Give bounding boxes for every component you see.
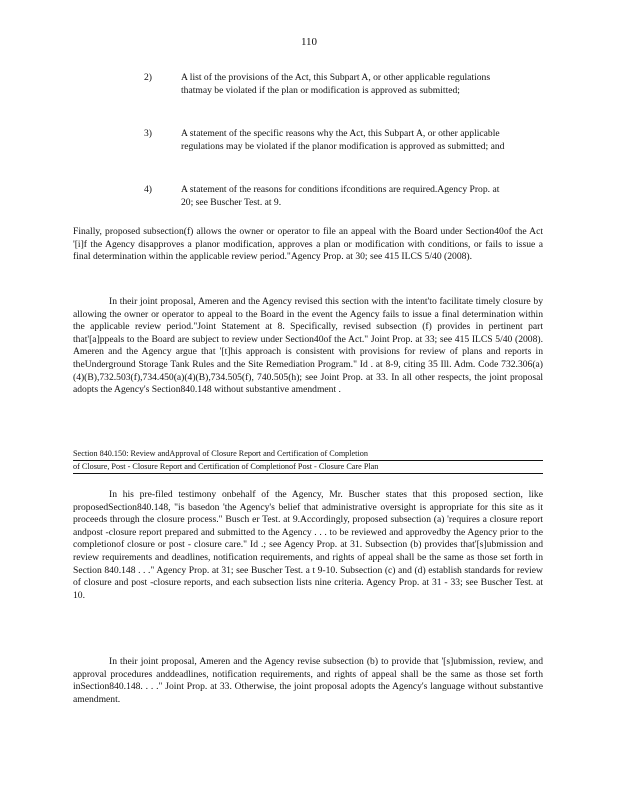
paragraph-joint-proposal-840-148: In their joint proposal, Ameren and the Agency revised this section with the intent'to facilitate timely closure by allowing the owner or operator to appeal to the Board in the event the Agency fails to issue a final determination within the applicable review period."Joint Statement at 8. Specifically, revised subsection (f) provides in pertinent part that'[a]ppeals to the Board are subject to review under Section40of the Act." Joint Prop. at 33; see 415 ILCS 5/40 (2008). Ameren and the Agency argue that '[t]his approach is consistent with provisions for review of plans and reports in theUnderground Storage Tank Rules and the Site Remediation Program." Id . at 8-9, citing 35 Ill. Adm. Code 732.306(a)(4)(B),732.503(f),734.450(a)(4)(B),734.505(f), 740.505(h); see Joint Prop. at 33. In all other respects, the joint proposal adopts the Agency's Section840.148 without substantive amendment . xyxy=(73,296,543,396)
list-item-number: 4) xyxy=(144,184,152,195)
page-number: 110 xyxy=(300,36,318,48)
list-item-text: A statement of the reasons for conditions ifconditions are required.Agency Prop. at 20; see Buscher Test. at 9. xyxy=(181,184,500,208)
section-heading xyxy=(73,448,543,474)
list-item-text: A statement of the specific reasons why the Act, this Subpart A, or other applicable regulations may be violated if the planor modification is approved as submitted; and xyxy=(181,128,505,152)
paragraph-joint-proposal-840-150: In their joint proposal, Ameren and the Agency revise subsection (b) to provide that '[s]ubmission, review, and approval procedures anddeadlines, notification requirements, and rights of appeal shall be the same as those set forth inSection840.148. . . ." Joint Prop. at 33. Otherwise, the joint proposal adopts the Agency's language without substantive amendment. xyxy=(73,656,543,705)
section-heading-line: of Closure, Post - Closure Report and Certification of Completionof Post - Closure Care Plan xyxy=(73,461,543,474)
section-heading-line: Section 840.150: Review andApproval of Closure Report and Certification of Completion xyxy=(73,448,543,461)
list-item-number: 3) xyxy=(144,128,152,139)
list-item-number: 2) xyxy=(144,72,152,83)
list-item-text: A list of the provisions of the Act, this Subpart A, or other applicable regulations thatmay be violated if the plan or modification is approved as submitted; xyxy=(181,72,491,96)
paragraph-subsection-f: Finally, proposed subsection(f) allows the owner or operator to file an appeal with the Board under Section40of the Act '[i]f the Agency disapproves a planor modification, approves a plan or modification with conditions, or fails to issue a final determination within the applicable review period."Agency Prop. at 30; see 415 ILCS 5/40 (2008). xyxy=(73,226,543,263)
paragraph-buscher-testimony: In his pre-filed testimony onbehalf of the Agency, Mr. Buscher states that this proposed section, like proposedSection840.148, "is basedon 'the Agency's belief that administrative oversight is appropriate for this site as it proceeds through the closure process." Busch er Test. at 9.Accordingly, proposed subsection (a) 'requires a closure report andpost -closure report prepared and submitted to the Agency . . . to be reviewed and approvedby the Agency prior to the completionof closure or post - closure care." Id .; see Agency Prop. at 31. Subsection (b) provides that'[s]ubmission and review requirements and deadlines, notification requirements, and rights of appeal shall be the same as those set forth in Section 840.148 . . ." Agency Prop. at 31; see Buscher Test. a t 9-10. Subsection (c) and (d) establish standards for review of closure and post -closure reports, and each subsection lists nine criteria. Agency Prop. at 31 - 33; see Buscher Test. at 10. xyxy=(73,489,543,601)
